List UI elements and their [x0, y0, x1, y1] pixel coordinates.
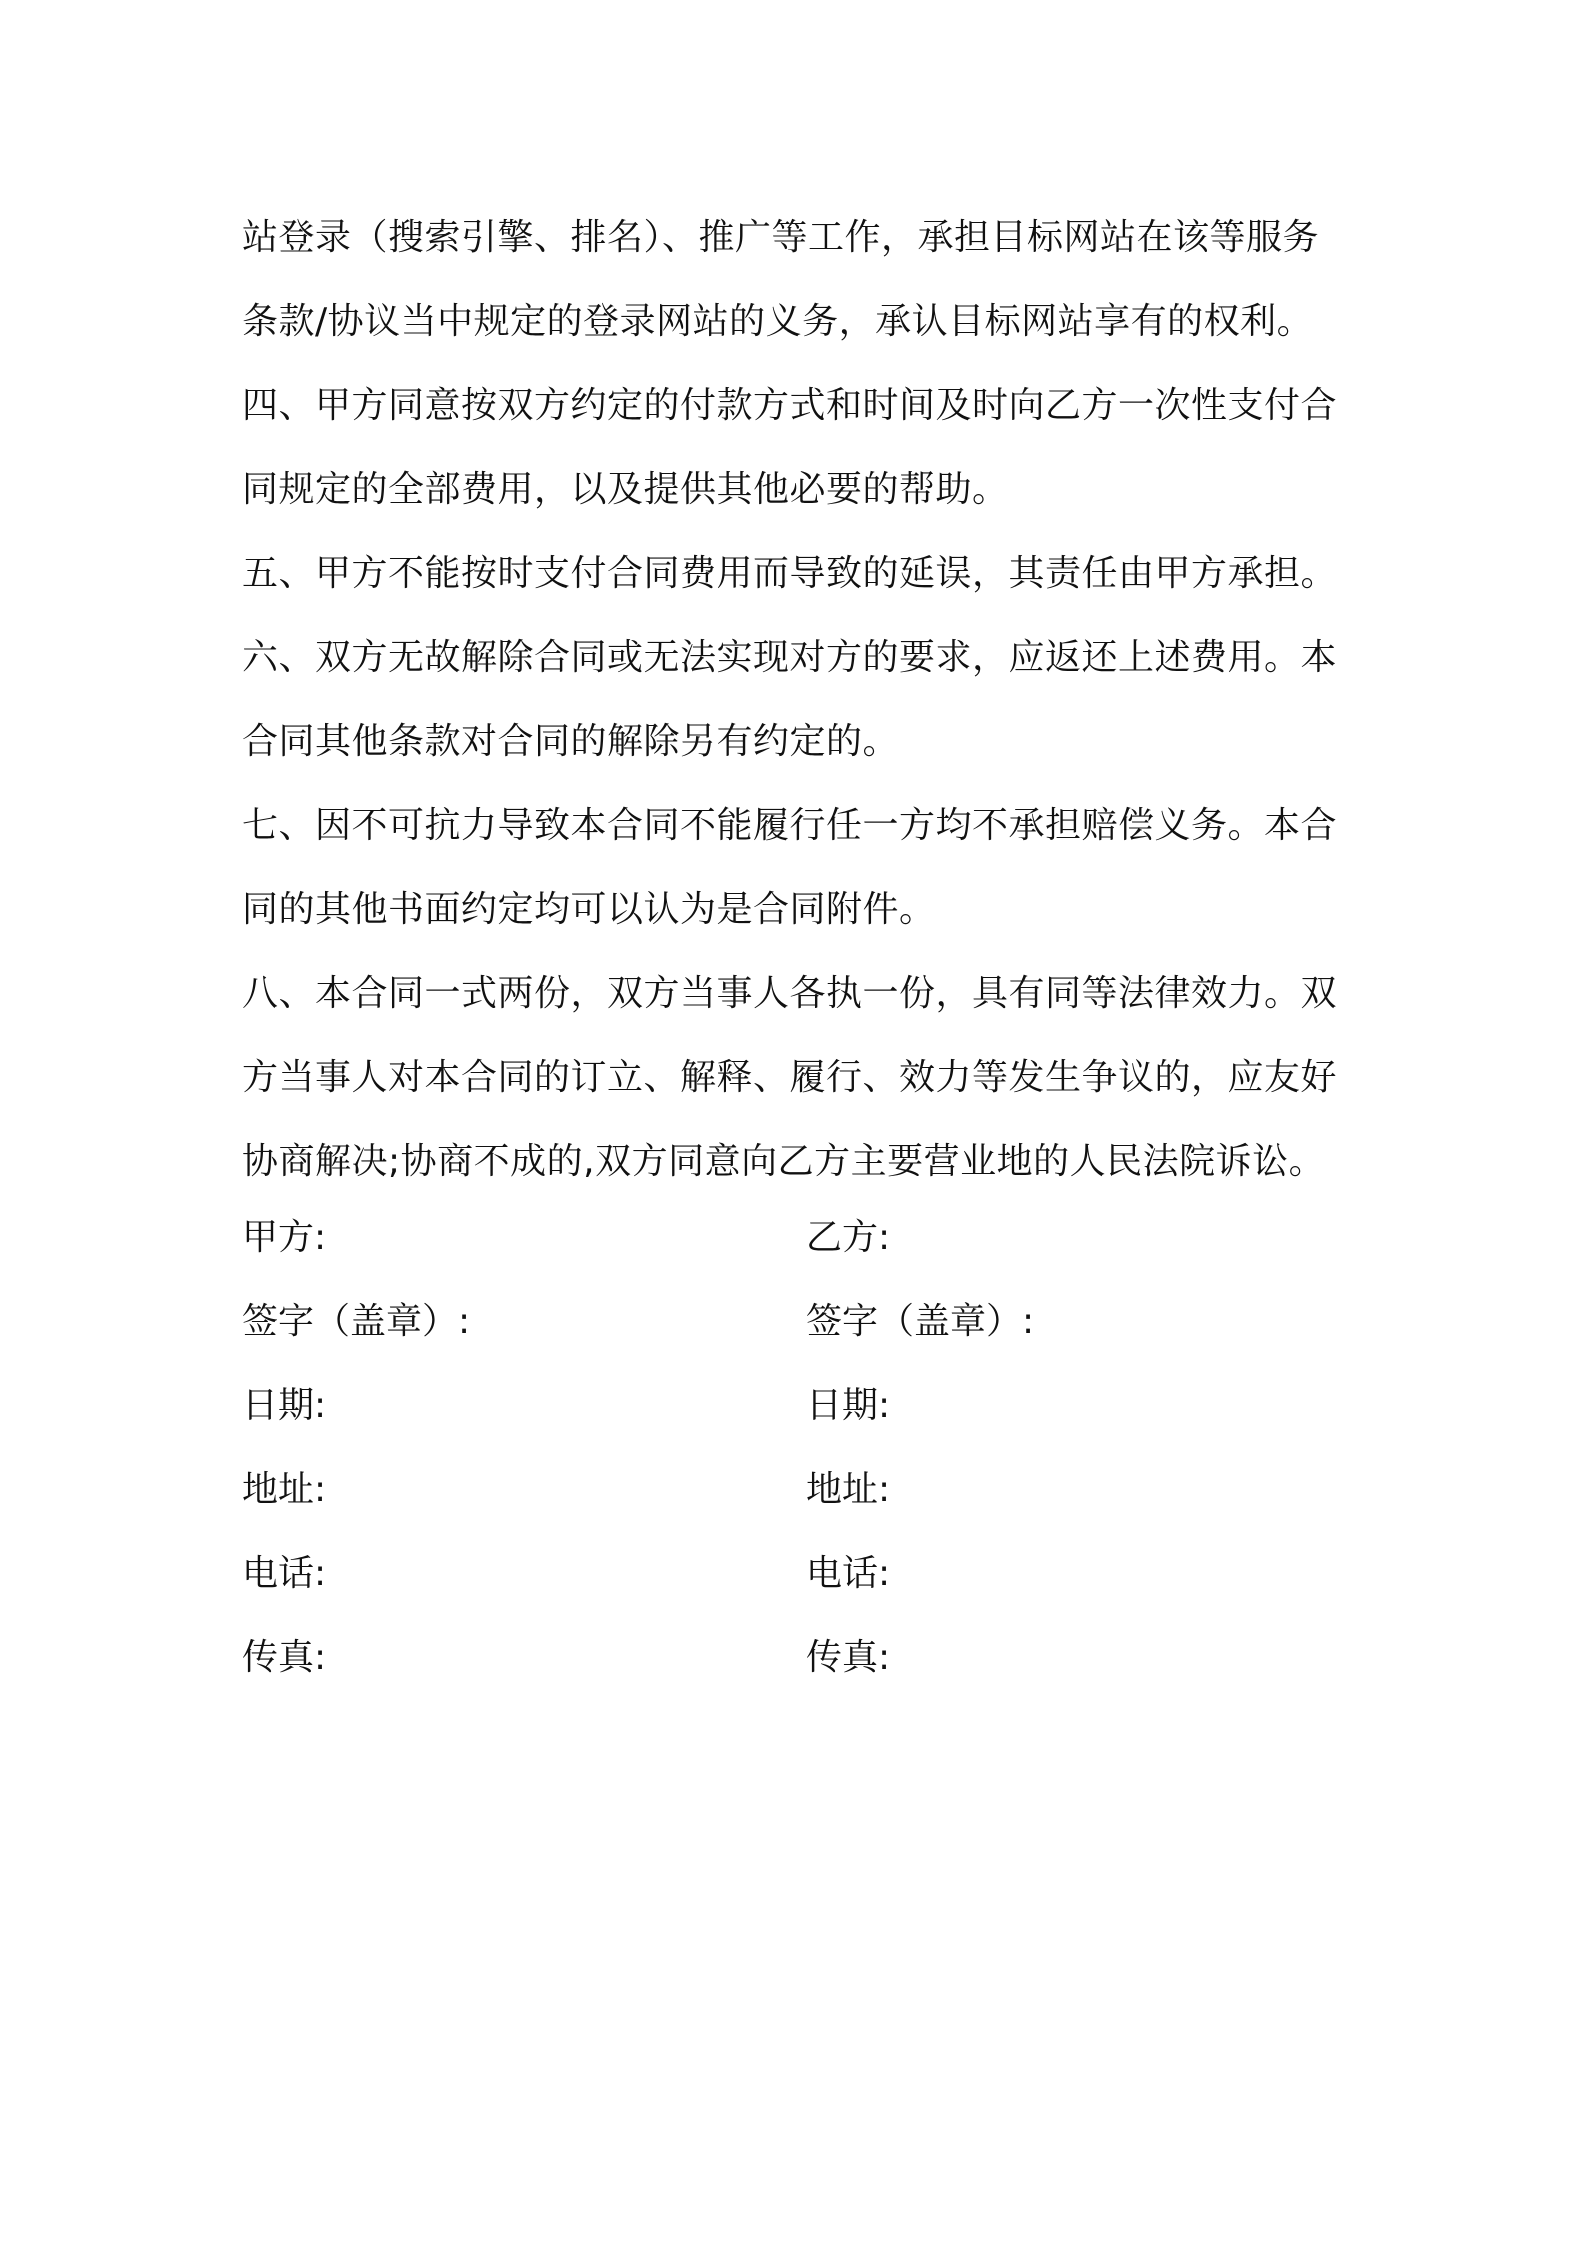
contract-body	[242, 196, 1352, 1204]
contract-line: 六、双方无故解除合同或无法实现对方的要求，应返还上述费用。本	[242, 637, 1338, 678]
contract-line: 同的其他书面约定均可以认为是合同附件。	[242, 889, 936, 930]
party-a-label: 甲方:	[242, 1217, 327, 1258]
party-a-address-label: 地址:	[242, 1469, 327, 1510]
signature-block	[242, 1196, 1352, 1700]
contract-line: 四、甲方同意按双方约定的付款方式和时间及时向乙方一次性支付合	[242, 385, 1338, 426]
party-b-date-label: 日期:	[806, 1385, 891, 1426]
signature-row-date	[242, 1364, 1352, 1448]
contract-line: 七、因不可抗力导致本合同不能履行任一方均不承担赔偿义务。本合	[242, 805, 1338, 846]
party-a-phone-label: 电话:	[242, 1553, 327, 1594]
signature-row-address	[242, 1448, 1352, 1532]
contract-line: 条款/协议当中规定的登录网站的义务，承认目标网站享有的权利。	[242, 301, 1314, 342]
party-b-address-label: 地址:	[806, 1469, 891, 1510]
party-a-sign-label: 签字（盖章）:	[242, 1301, 471, 1342]
party-a-fax-label: 传真:	[242, 1637, 327, 1678]
contract-line: 方当事人对本合同的订立、解释、履行、效力等发生争议的，应友好	[242, 1057, 1338, 1098]
party-b-fax-label: 传真:	[806, 1637, 891, 1678]
contract-line: 合同其他条款对合同的解除另有约定的。	[242, 721, 900, 762]
contract-line: 五、甲方不能按时支付合同费用而导致的延误，其责任由甲方承担。	[242, 553, 1338, 594]
signature-row-party	[242, 1196, 1352, 1280]
signature-row-fax	[242, 1616, 1352, 1700]
party-a-date-label: 日期:	[242, 1385, 327, 1426]
signature-row-phone	[242, 1532, 1352, 1616]
contract-line: 八、本合同一式两份，双方当事人各执一份，具有同等法律效力。双	[242, 973, 1338, 1014]
party-b-label: 乙方:	[806, 1217, 891, 1258]
signature-row-sign	[242, 1280, 1352, 1364]
contract-line: 站登录（搜索引擎、排名）、推广等工作，承担目标网站在该等服务	[242, 217, 1320, 258]
party-b-sign-label: 签字（盖章）:	[806, 1301, 1035, 1342]
party-b-phone-label: 电话:	[806, 1553, 891, 1594]
contract-line: 协商解决;协商不成的,双方同意向乙方主要营业地的人民法院诉讼。	[242, 1141, 1326, 1182]
contract-line: 同规定的全部费用，以及提供其他必要的帮助。	[242, 469, 1009, 510]
